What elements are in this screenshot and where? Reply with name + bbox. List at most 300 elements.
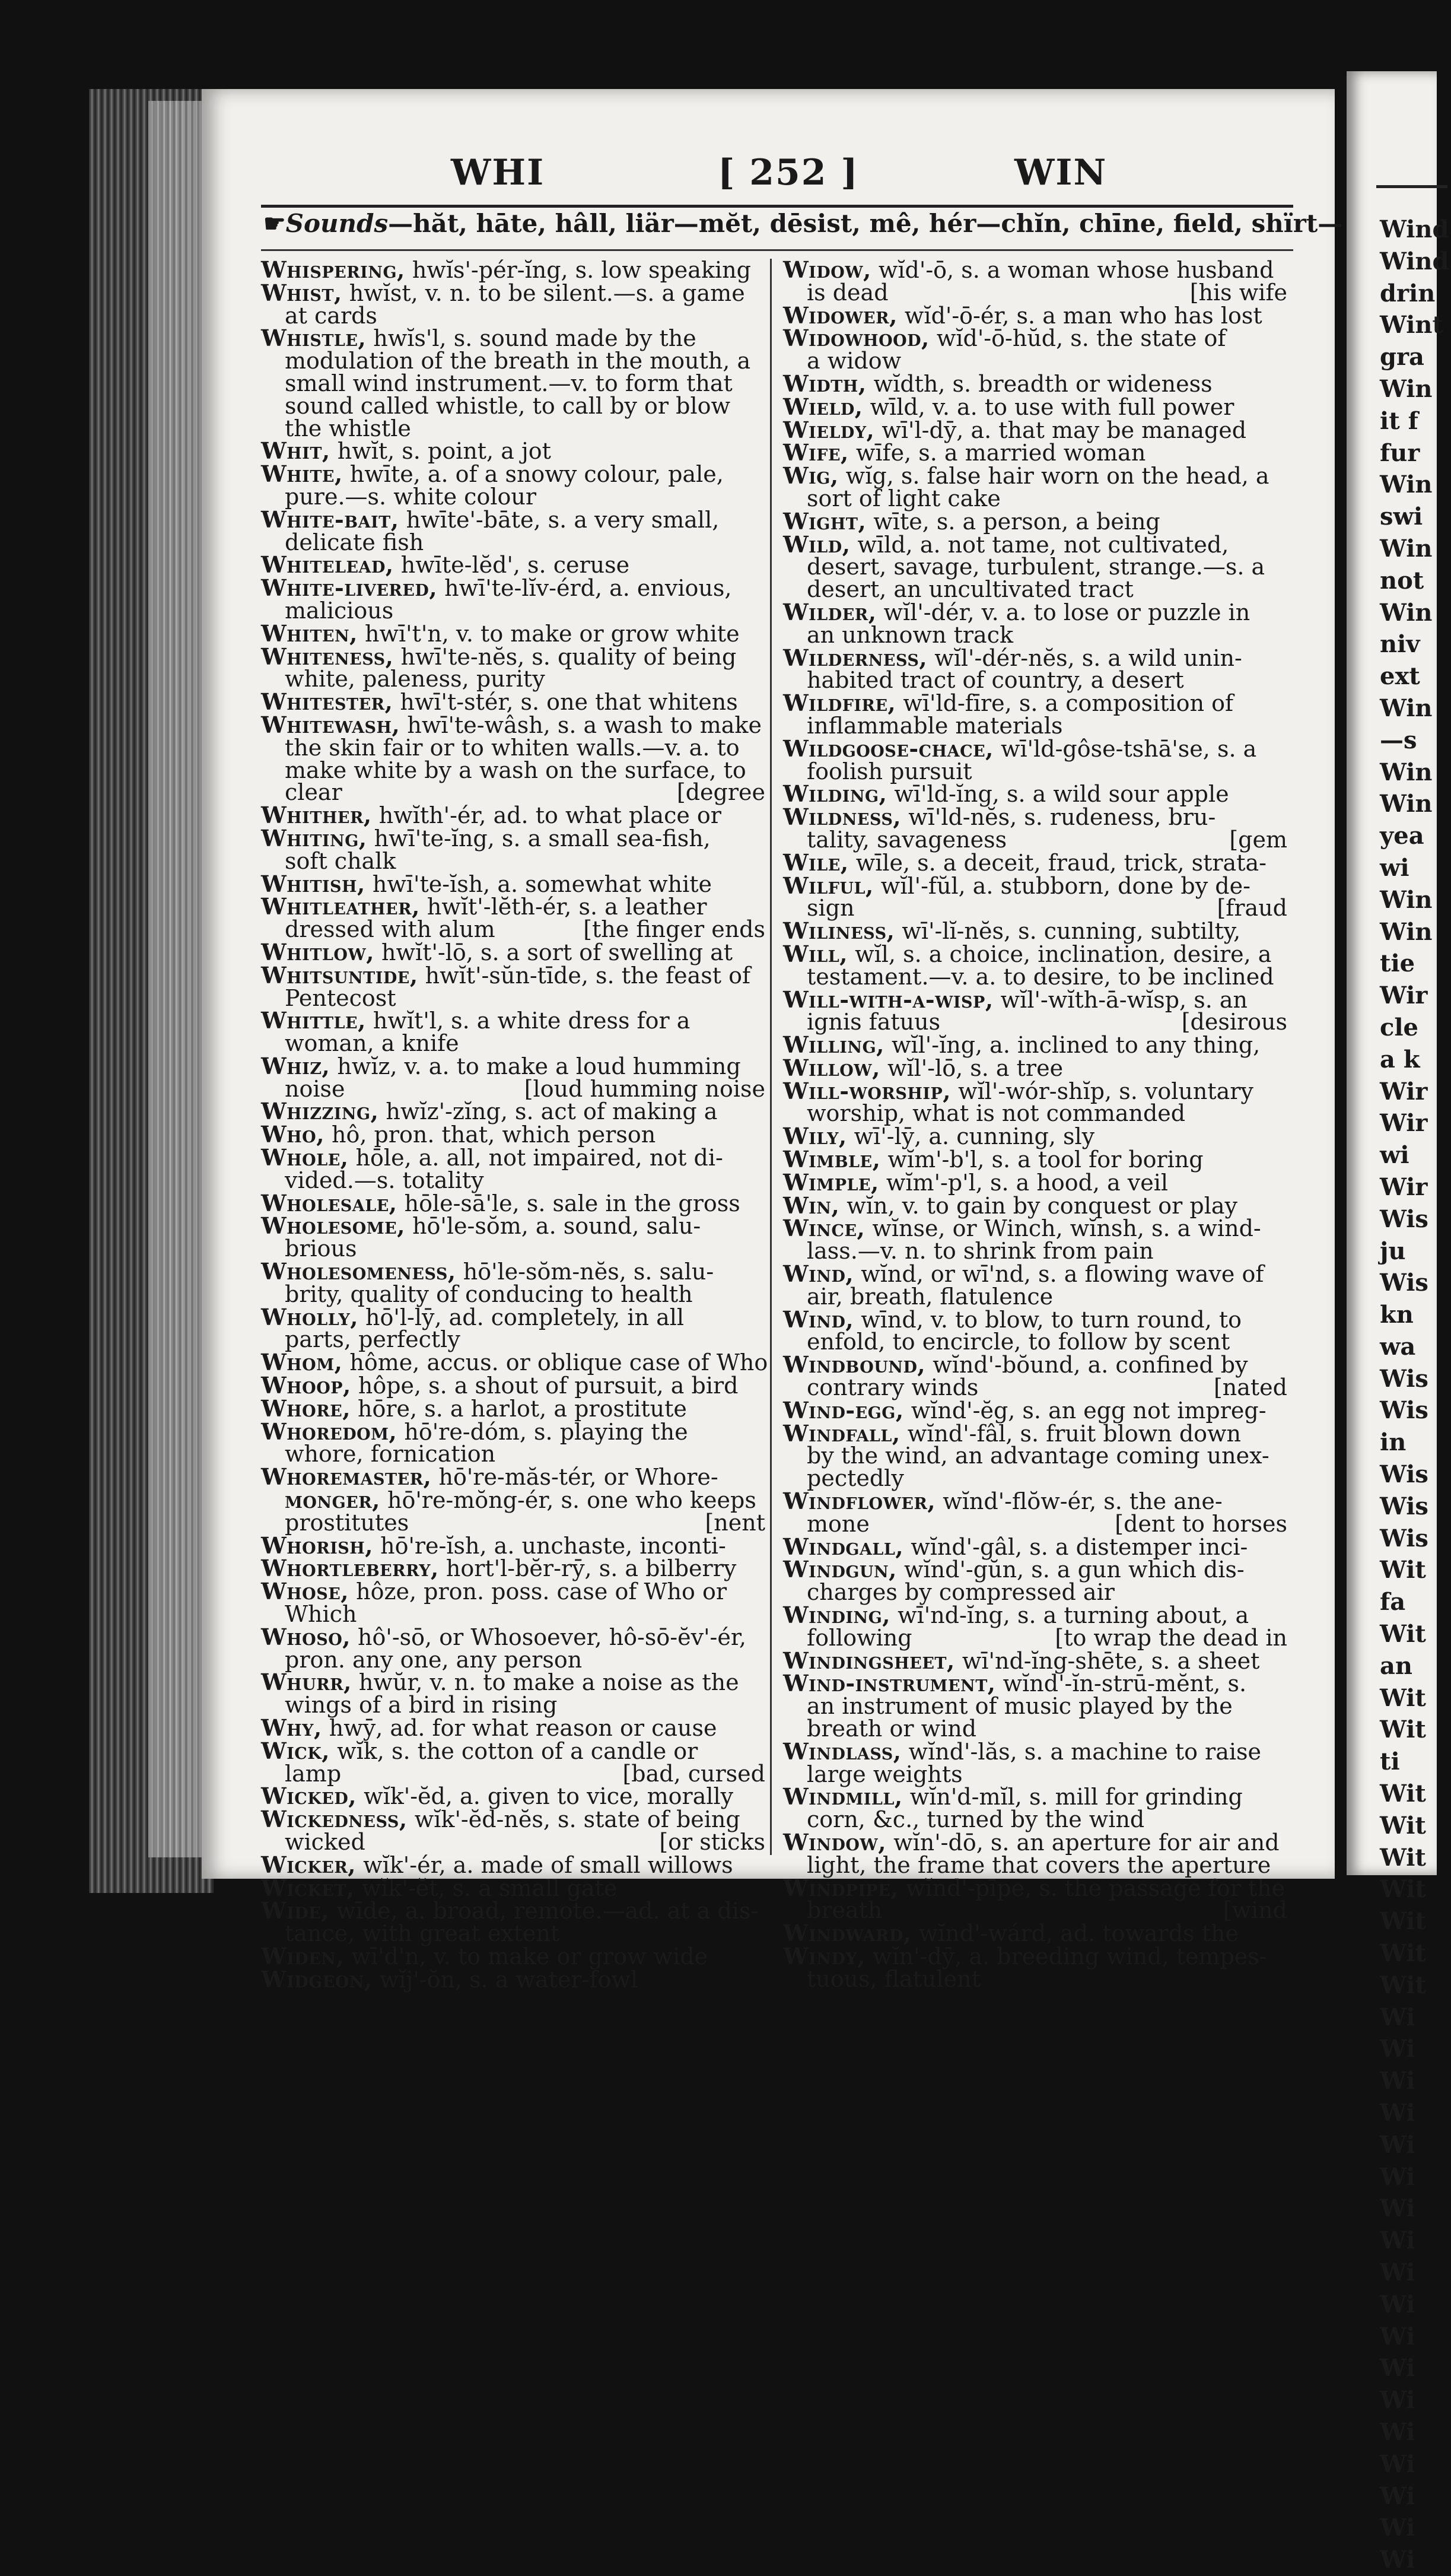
entry-line [261, 1714, 765, 1741]
headword: Whiten, [261, 620, 358, 647]
next-page-fragment: yea [1380, 822, 1424, 850]
definition-text: wī'ld-nĕs, s. rudeness, bru- [901, 804, 1216, 831]
runover-text: [wind [1223, 1897, 1287, 1924]
definition-text: wīld, v. a. to use with full power [863, 393, 1234, 420]
entry-line [261, 779, 765, 806]
definition-text: wĭk'-ĕd-nĕs, s. state of being [407, 1806, 740, 1833]
headword: Whit, [261, 437, 330, 465]
definition-text: contrary winds [807, 1374, 979, 1401]
entry-line [783, 1283, 1287, 1310]
headword: Windbound, [783, 1351, 926, 1378]
entry-line [783, 598, 1287, 625]
headword: Winding, [783, 1602, 890, 1629]
definition-text: wĭl'-dér, v. a. to lose or puzzle in [876, 599, 1250, 625]
headword: monger, [285, 1486, 380, 1514]
definition-text: by the wind, an advantage coming unex- [807, 1443, 1269, 1469]
definition-text: wĭl, s. a choice, inclination, desire, a [848, 941, 1272, 967]
headword: Wimple, [783, 1168, 879, 1196]
entry-line [783, 1331, 1287, 1354]
entry-line [261, 622, 765, 646]
definition-text: at cards [285, 302, 377, 329]
headword: Whitish, [261, 870, 365, 897]
definition-text: wĭj'-ŏn, s. a water-fowl [372, 1966, 638, 1993]
next-page-fragment: Wis [1380, 1205, 1428, 1233]
definition-text: hwīte, a. of a snowy colour, pale, [342, 461, 724, 488]
entry-line [261, 688, 765, 716]
entry-line [261, 895, 765, 919]
headword: Whitsuntide, [261, 961, 418, 989]
definition-text: wīle, s. a deceit, fraud, trick, strata- [848, 849, 1267, 876]
definition-text: hō'le-sŏm-nĕs, s. salu- [456, 1259, 714, 1285]
definition-text: hwĭt'-lō, s. a sort of swelling at [374, 939, 733, 965]
headword: Wind-egg, [783, 1396, 904, 1424]
definition-text: wĭnd'-gŭn, s. a gun which dis- [896, 1557, 1245, 1583]
definition-text: hôze, pron. poss. case of Who or [349, 1578, 727, 1605]
definition-text: wīfe, s. a married woman [848, 440, 1146, 466]
definition-text: hwī'te-lĭv-érd, a. envious, [437, 575, 732, 602]
pronunciation-key-lead: Sounds [285, 209, 389, 238]
headword: Windlass, [783, 1738, 902, 1765]
next-page-fragment: Wit [1380, 1780, 1426, 1808]
entry-line [783, 758, 1287, 784]
entry-line [783, 1490, 1287, 1513]
entry-line [783, 1260, 1287, 1288]
entry-line [261, 1532, 765, 1559]
next-page-fragment: tie [1380, 949, 1415, 978]
definition-text: hort'l-bĕr-rȳ, s. a bilberry [438, 1555, 737, 1582]
next-page-fragment: Wind [1380, 247, 1449, 275]
definition-text: wī'ld-ĭng, s. a wild sour apple [887, 781, 1229, 808]
definition-text: small wind instrument.—v. to form that [285, 370, 733, 396]
entry-line [261, 1397, 765, 1421]
definition-text: hwī't-stér, s. one that whitens [393, 689, 738, 716]
entry-line [261, 1030, 765, 1057]
next-page-fragment: fa [1380, 1588, 1406, 1616]
definition-text: wĭn'-dō, s. an aperture for air and [886, 1829, 1280, 1856]
headword: Whortleberry, [261, 1555, 439, 1582]
next-page-fragment: —s [1380, 726, 1417, 754]
definition-text: hwŭr, v. n. to make a noise as the [351, 1669, 739, 1696]
definition-text: hwȳ, ad. for what reason or cause [322, 1715, 717, 1741]
entry-line [261, 1303, 765, 1330]
entry-line [261, 1349, 768, 1376]
runover-text: [gem [1229, 826, 1287, 853]
column-divider [770, 259, 772, 1855]
definition-text: hwĭt'-lĕth-ér, s. a leather [419, 894, 707, 920]
headword: Wife, [783, 439, 849, 466]
next-page-fragment: swi [1380, 503, 1423, 531]
entry-line [783, 963, 1287, 990]
definition-text: delicate fish [285, 529, 424, 555]
entry-line [783, 327, 1287, 350]
headword: Widowhood, [783, 325, 930, 352]
definition-text: hō're-dóm, s. playing the [397, 1418, 688, 1445]
runover-text: [bad, cursed [622, 1760, 765, 1787]
headword: Wight, [783, 507, 867, 535]
definition-text: wĭnd'-bŏund, a. confined by [925, 1352, 1248, 1378]
next-page-fragment: Wis [1380, 1524, 1428, 1552]
definition-text: wĭn'd-mĭl, s. mill for grinding [902, 1784, 1243, 1810]
entry-line [261, 1671, 765, 1694]
pronunciation-key-text: —hăt, hāte, hâll, liär—mĕt, dēsist, mê, hér—chĭn, chīne, field, shïrt— [388, 209, 1343, 238]
headword: Windingsheet, [783, 1647, 955, 1674]
page-number: [ 252 ] [718, 152, 859, 193]
entry-line [783, 1217, 1287, 1240]
next-page-fragment: Wis [1380, 1396, 1428, 1425]
definition-text: wī'-lȳ, a. cunning, sly [847, 1123, 1095, 1150]
definition-text: Pentecost [285, 984, 396, 1011]
definition-text: wĭd'-ō-hŭd, s. the state of [929, 325, 1226, 352]
entry-line [783, 897, 1287, 920]
entry-line [783, 621, 1287, 648]
dictionary-page [202, 89, 1343, 1993]
entry-line [261, 1235, 765, 1262]
entry-line [261, 643, 765, 670]
entry-line [261, 1785, 765, 1808]
definition-text: enfold, to encircle, to follow by scent [807, 1329, 1230, 1355]
definition-text: foolish pursuit [807, 758, 972, 784]
book-page-edges-highlight [148, 101, 208, 1857]
entry-line [783, 1874, 1287, 1901]
entry-line [783, 507, 1287, 535]
headword: Why, [261, 1714, 322, 1741]
entry-line [261, 984, 765, 1011]
definition-text: hwīte'-bāte, s. a very small, [399, 506, 720, 533]
next-page-fragment: Wi [1380, 2418, 1415, 2446]
entry-line [261, 415, 765, 441]
definition-text: wĭl'-dér-nĕs, s. a wild unin- [927, 644, 1242, 671]
next-page-fragment: Wis [1380, 1460, 1428, 1489]
entry-line [261, 1874, 765, 1901]
entry-line [261, 1580, 765, 1603]
definition-text: prostitutes [285, 1509, 409, 1536]
definition-text: hwī'te-nĕs, s. quality of being [393, 643, 737, 670]
entry-line [783, 1922, 1287, 1945]
entry-line [783, 1374, 1287, 1401]
definition-text: hwĭs'-pér-ĭng, s. low speaking [405, 257, 751, 283]
entry-line [783, 393, 1287, 420]
definition-text: sort of light cake [807, 485, 1001, 512]
headword: Win, [783, 1192, 840, 1219]
definition-text: breath [807, 1897, 883, 1924]
entry-line [783, 1031, 1287, 1059]
definition-text: air, breath, flatulence [807, 1283, 1054, 1310]
entry-line [783, 735, 1287, 762]
definition-text: pure.—s. white colour [285, 483, 537, 510]
runover-text: [to wrap the dead in [1055, 1624, 1287, 1651]
next-page-fragment: in [1380, 1428, 1407, 1457]
entry-line [261, 437, 765, 465]
definition-text: testament.—v. a. to desire, to be inclined [807, 963, 1274, 990]
next-page-fragment: Wi [1380, 2290, 1415, 2318]
definition-text: wī'ld-gôse-tshā'se, s. a [993, 735, 1257, 762]
entry-line [783, 780, 1287, 808]
next-page-fragment: Wit [1380, 1556, 1426, 1584]
headword: Windgun, [783, 1556, 897, 1583]
entry-line [261, 1260, 765, 1284]
headword: Whispering, [261, 256, 405, 283]
definition-text: wĭdth, s. breadth or wideness [866, 370, 1213, 397]
headword: Windpipe, [783, 1874, 899, 1901]
entry-line [783, 301, 1287, 329]
headword: Wicket, [261, 1874, 355, 1901]
runover-text: [desirous [1181, 1009, 1287, 1036]
entry-line [783, 1647, 1287, 1674]
definition-text: an instrument of music played by the [807, 1693, 1233, 1720]
entry-line [783, 1011, 1287, 1034]
definition-text: breath or wind [807, 1716, 977, 1742]
entry-line [261, 1189, 765, 1216]
definition-text: wĭl'-fŭl, a. stubborn, done by de- [873, 872, 1250, 899]
entry-line [261, 961, 765, 989]
definition-text: lamp [285, 1760, 342, 1787]
entry-line [261, 350, 765, 373]
definition-text: wĭnd'-gâl, s. a distemper inci- [903, 1533, 1248, 1560]
headword: Will-with-a-wisp, [783, 986, 994, 1013]
definition-text: wĭl'-lō, s. a tree [880, 1054, 1064, 1081]
definition-text: charges by compressed air [807, 1579, 1115, 1606]
header-rule [261, 205, 1293, 208]
headword: Windflower, [783, 1488, 936, 1515]
next-page-fragment: Wit [1380, 1620, 1426, 1648]
definition-text: inflammable materials [807, 712, 1063, 739]
definition-text: wĭnd'-wárd, ad. towards the [911, 1920, 1239, 1947]
runover-text: [nated [1213, 1374, 1287, 1401]
headword: Whitleather, [261, 893, 420, 920]
headword: Wile, [783, 849, 849, 876]
next-page-fragment: Wi [1380, 2322, 1415, 2351]
entry-line [261, 1557, 765, 1580]
definition-text: the skin fair or to whiten walls.—v. a. to [285, 734, 740, 761]
entry-line [783, 576, 1287, 603]
definition-text: soft chalk [285, 847, 396, 874]
headword: Wholly, [261, 1303, 358, 1330]
definition-text: wĭm'-b'l, s. a tool for boring [880, 1146, 1204, 1173]
headword: Width, [783, 370, 867, 397]
entry-line [261, 279, 765, 306]
left-guide-word: WHI [451, 152, 545, 193]
next-page-fragment: Wit [1380, 1875, 1426, 1904]
entry-line [783, 986, 1287, 1013]
entry-line [783, 1054, 1287, 1081]
headword: Will-worship, [783, 1077, 951, 1104]
next-page-fragment: Wi [1380, 2099, 1415, 2127]
definition-text: hwĭst, v. n. to be silent.—s. a game [342, 279, 745, 306]
next-page-fragment: Win [1380, 790, 1433, 818]
entry-line [261, 1418, 765, 1445]
headword: Windward, [783, 1920, 912, 1947]
headword: Wild, [783, 531, 851, 558]
definition-text: hō'le-sŏm, a. sound, salu- [405, 1213, 701, 1240]
definition-text: make white by a wash on the surface, to [285, 757, 746, 783]
next-page-fragment: a k [1380, 1045, 1420, 1073]
entry-line [261, 1052, 765, 1079]
entry-line [261, 1623, 765, 1650]
definition-text: hwĭt'l, s. a white dress for a [365, 1008, 691, 1034]
definition-text: wīte, s. a person, a being [866, 508, 1160, 535]
next-page-rule [1376, 185, 1447, 188]
headword: Whoop, [261, 1372, 351, 1399]
entry-line [261, 1009, 765, 1033]
definition-text: white, paleness, purity [285, 666, 545, 693]
headword: Whiteness, [261, 643, 394, 670]
next-page-fragment: cle [1380, 1013, 1418, 1041]
entry-line [783, 370, 1287, 397]
entry-line [261, 870, 765, 897]
entry-line [783, 1624, 1287, 1651]
next-page-fragment: Wit [1380, 1971, 1426, 1999]
next-page-fragment: Wi [1380, 2386, 1415, 2415]
headword: Widen, [261, 1942, 345, 1970]
definition-text: hwī'te-ĭng, s. a small sea-fish, [367, 825, 711, 852]
definition-text: an unknown track [807, 621, 1014, 648]
next-page-fragment: Win [1380, 374, 1433, 403]
next-page-fragment: Wi [1380, 2514, 1415, 2542]
next-page-edge [1347, 71, 1449, 2574]
entry-line [783, 1533, 1287, 1560]
entry-line [783, 1465, 1287, 1492]
definition-text: wī'nd-ĭng-shēte, s. a sheet [954, 1647, 1260, 1674]
definition-text: corn, &c., turned by the wind [807, 1806, 1145, 1833]
headword: Wilderness, [783, 644, 928, 671]
entry-line [261, 483, 765, 510]
definition-text: light, the frame that covers the aperture [807, 1851, 1271, 1878]
definition-text: desert, an uncultivated tract [807, 576, 1134, 603]
headword: Windgall, [783, 1533, 904, 1560]
definition-text: pectedly [807, 1465, 904, 1492]
definition-text: desert, savage, turbulent, strange.—s. a [807, 554, 1265, 580]
entry-line [261, 1374, 765, 1397]
entry-line [261, 847, 765, 874]
next-page-fragments [1380, 214, 1451, 2576]
headword: Whoremaster, [261, 1463, 432, 1491]
entry-line [261, 916, 765, 943]
definition-text: wīde, a. broad, remote.—ad. at a dis- [329, 1898, 759, 1924]
entry-line [261, 370, 765, 396]
next-page-fragment: Wi [1380, 2194, 1415, 2223]
entry-line [783, 1396, 1287, 1424]
entry-line [783, 1148, 1287, 1171]
right-column [783, 256, 1287, 1992]
entry-line [261, 1828, 765, 1855]
headword: Wholesomeness, [261, 1258, 456, 1285]
entry-line [783, 1100, 1287, 1127]
next-page-fragment: Wi [1380, 2354, 1415, 2383]
next-page-fragment: fur [1380, 439, 1420, 467]
entry-line [261, 734, 765, 761]
entry-line [783, 1308, 1287, 1332]
definition-text: wĭl'-ĭng, a. inclined to any thing, [884, 1032, 1261, 1059]
definition-text: wī'ld-fīre, s. a composition of [896, 690, 1234, 717]
headword: Window, [783, 1828, 886, 1856]
entry-line [261, 1646, 765, 1673]
entry-line [261, 1075, 765, 1102]
next-page-fragment: Wi [1380, 2162, 1415, 2191]
entry-line [783, 1761, 1287, 1787]
definition-text: wicked [285, 1828, 365, 1855]
definition-text: pron. any one, any person [285, 1646, 583, 1673]
entry-line [783, 826, 1287, 853]
headword: Wind, [783, 1306, 854, 1333]
next-page-fragment: Wit [1380, 1939, 1426, 1968]
definition-text: worship, what is not commanded [807, 1100, 1186, 1127]
next-page-fragment: Win [1380, 885, 1433, 914]
headword: Windy, [783, 1942, 865, 1970]
definition-text: wĭd'-ō-ér, s. a man who has lost [897, 302, 1262, 329]
next-page-fragment: Win [1380, 694, 1433, 722]
pronunciation-key: ☛Sounds—hăt, hāte, hâll, liär—mĕt, dēsist, mê, hér—chĭn, chīne, field, shïrt— [263, 209, 1343, 238]
definition-text: hô'-sō, or Whosoever, hô-sō-ĕv'-ér, [350, 1624, 746, 1650]
headword: Wildness, [783, 803, 902, 831]
entry-line [783, 1510, 1287, 1537]
entry-line [783, 872, 1287, 899]
definition-text: ignis fatuus [807, 1009, 941, 1036]
headword: Wilding, [783, 780, 887, 808]
definition-text: wings of a bird in rising [285, 1692, 558, 1719]
entry-line [261, 1486, 765, 1514]
entry-line [783, 1240, 1287, 1263]
definition-text: wĭnd, or wī'nd, s. a flowing wave of [854, 1261, 1264, 1288]
entry-line [261, 551, 765, 579]
entry-line [783, 803, 1287, 831]
definition-text: wīld, a. not tame, not cultivated, [850, 531, 1229, 558]
runover-text: [dent to horses [1115, 1510, 1287, 1537]
definition-text: hō're-ĭsh, a. unchaste, inconti- [373, 1532, 726, 1559]
definition-text: habited tract of country, a desert [807, 667, 1184, 694]
next-page-fragment: Wit [1380, 1811, 1426, 1840]
definition-text: parts, perfectly [285, 1326, 460, 1353]
headword: Wieldy, [783, 416, 875, 443]
entry-line [261, 1942, 765, 1970]
headword: White-bait, [261, 506, 399, 533]
entry-line [261, 1897, 765, 1924]
next-page-fragment: not [1380, 566, 1424, 595]
entry-line [261, 1443, 765, 1466]
headword: Wily, [783, 1123, 847, 1150]
next-page-fragment: Wis [1380, 1269, 1428, 1297]
entry-line [783, 1192, 1287, 1219]
headword: Whitlow, [261, 938, 374, 965]
definition-text: clear [285, 779, 342, 806]
next-page-fragment: it f [1380, 406, 1418, 435]
headword: Whoredom, [261, 1418, 397, 1445]
entry-line [261, 1851, 765, 1878]
runover-text: [his wife [1189, 279, 1287, 306]
headword: Wildgoose-chace, [783, 735, 994, 762]
entry-line [783, 849, 1287, 876]
definition-text: the whistle [285, 415, 411, 441]
definition-text: wĭnd'-ĕg, s. an egg not impreg- [903, 1397, 1267, 1424]
headword: Wicked, [261, 1783, 357, 1810]
headword: Whitester, [261, 688, 393, 716]
entry-line [783, 1942, 1287, 1970]
headword: Wind, [783, 1260, 854, 1288]
definition-text: large weights [807, 1761, 963, 1787]
entry-line [783, 485, 1287, 512]
definition-text: sound called whistle, to call by or blow [285, 392, 731, 419]
definition-text: modulation of the breath in the mouth, a [285, 348, 751, 374]
headword: Wiliness, [783, 917, 895, 945]
entry-line [783, 1581, 1287, 1604]
definition-text: hwĭt, s. point, a jot [330, 438, 551, 465]
entry-line [261, 1123, 765, 1146]
headword: Wilful, [783, 872, 874, 899]
definition-text: hwĭs'l, s. sound made by the [366, 325, 696, 352]
next-page-fragment: Wis [1380, 1364, 1428, 1393]
next-page-fragment: Wit [1380, 1843, 1426, 1872]
definition-text: tance, with great extent [285, 1920, 560, 1947]
entry-line [783, 533, 1287, 557]
